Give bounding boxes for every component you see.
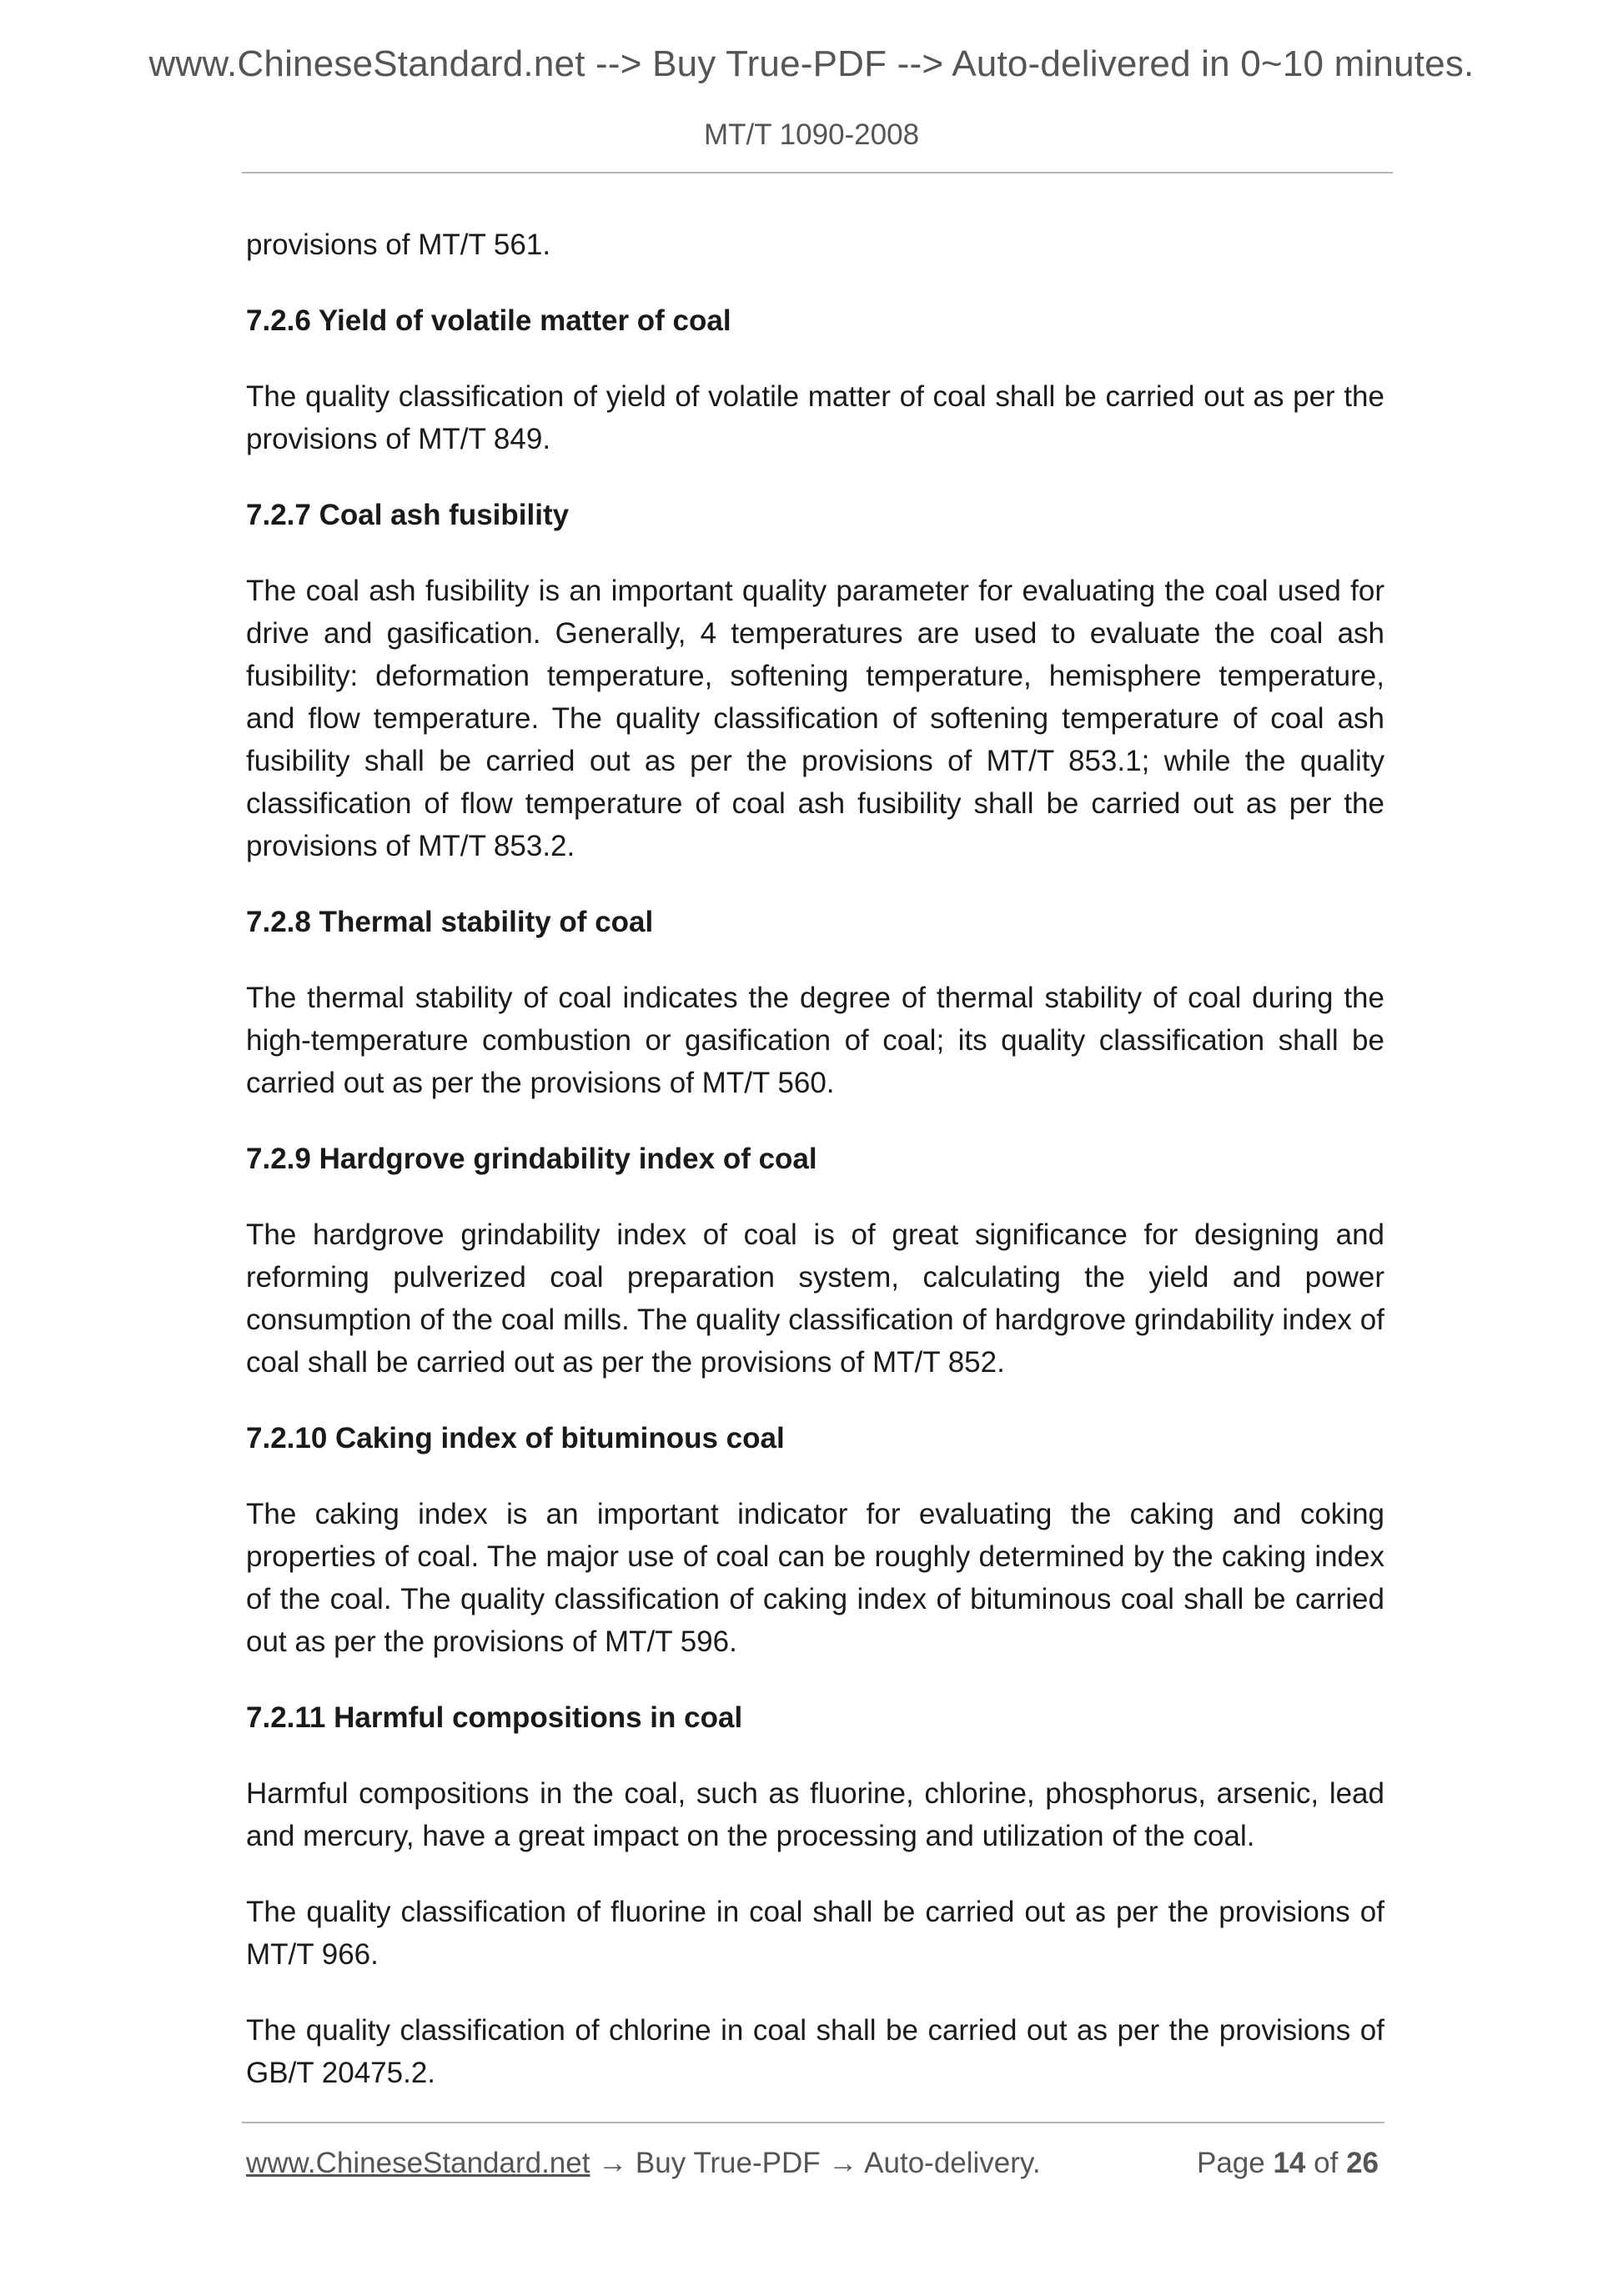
of-word: of bbox=[1314, 2147, 1339, 2179]
footer-divider bbox=[242, 2122, 1384, 2123]
header-divider bbox=[242, 172, 1393, 173]
section-heading-7-2-10: 7.2.10 Caking index of bituminous coal bbox=[246, 1422, 785, 1454]
site-banner: www.ChineseStandard.net --> Buy True-PDF --> Auto-delivered in 0~10 minutes. bbox=[148, 43, 1475, 84]
paragraph-7-2-8: The thermal stability of coal indicates the degree of thermal stability of coal during the high-temperature combustion or gasification of coal; its quality classification shall be carried out as per the provisions of MT/T 560. bbox=[246, 982, 1384, 1099]
paragraph-7-2-9: The hardgrove grindability index of coal is of great significance for designing and reforming pulverized coal preparation system, calculating the yield and power consumption of the coal mills. The quality classification of hardgrove grindability index of coal shall be carried out as per the provisions of MT/T 852. bbox=[246, 1218, 1384, 1379]
footer-left bbox=[246, 2147, 1041, 2180]
section-heading-7-2-7: 7.2.7 Coal ash fusibility bbox=[246, 499, 570, 531]
page-number bbox=[1197, 2147, 1379, 2180]
paragraph-7-2-11-a: Harmful compositions in the coal, such as fluorine, chlorine, phosphorus, arsenic, lead and mercury, have a great impact on the processing and utilization of the coal. bbox=[246, 1777, 1384, 1852]
page-word: Page bbox=[1196, 2147, 1265, 2179]
paragraph-7-2-7: The coal ash fusibility is an important quality parameter for evaluating the coal used for drive and gasification. Generally, 4 temperatures are used to evaluate the coal ash fusibility: deformation temperature, softening temperature, hemisphere temperature, and flow temperature. The quality classification of softening temperature of coal ash fusibility shall be carried out as per the provisions of MT/T 853.1; while the quality classification of flow temperature of coal ash fusibility shall be carried out as per the provisions of MT/T 853.2. bbox=[246, 575, 1384, 862]
page-current: 14 bbox=[1273, 2147, 1306, 2179]
section-heading-7-2-8: 7.2.8 Thermal stability of coal bbox=[246, 906, 654, 938]
paragraph-continuation: provisions of MT/T 561. bbox=[246, 229, 551, 261]
section-heading-7-2-11: 7.2.11 Harmful compositions in coal bbox=[246, 1701, 743, 1734]
paragraph-7-2-11-c: The quality classification of chlorine in coal shall be carried out as per the provisions of GB/T 20475.2. bbox=[246, 2014, 1384, 2089]
document-code: MT/T 1090-2008 bbox=[703, 118, 920, 151]
footer-tagline: → Buy True-PDF → Auto-delivery. bbox=[590, 2147, 1041, 2179]
section-heading-7-2-9: 7.2.9 Hardgrove grindability index of coal bbox=[246, 1143, 817, 1175]
paragraph-7-2-6: The quality classification of yield of volatile matter of coal shall be carried out as per the provisions of MT/T 849. bbox=[246, 380, 1384, 455]
page-total: 26 bbox=[1346, 2147, 1379, 2179]
paragraph-7-2-10: The caking index is an important indicator for evaluating the caking and coking properties of coal. The major use of coal can be roughly determined by the caking index of the coal. The quality classification of caking index of bituminous coal shall be carried out as per the provisions of MT/T 596. bbox=[246, 1498, 1384, 1658]
section-heading-7-2-6: 7.2.6 Yield of volatile matter of coal bbox=[246, 304, 731, 337]
page-content bbox=[246, 224, 1384, 2128]
paragraph-7-2-11-b: The quality classification of fluorine in coal shall be carried out as per the provisions of MT/T 966. bbox=[246, 1896, 1384, 1971]
footer-site-link[interactable]: www.ChineseStandard.net bbox=[246, 2147, 590, 2179]
